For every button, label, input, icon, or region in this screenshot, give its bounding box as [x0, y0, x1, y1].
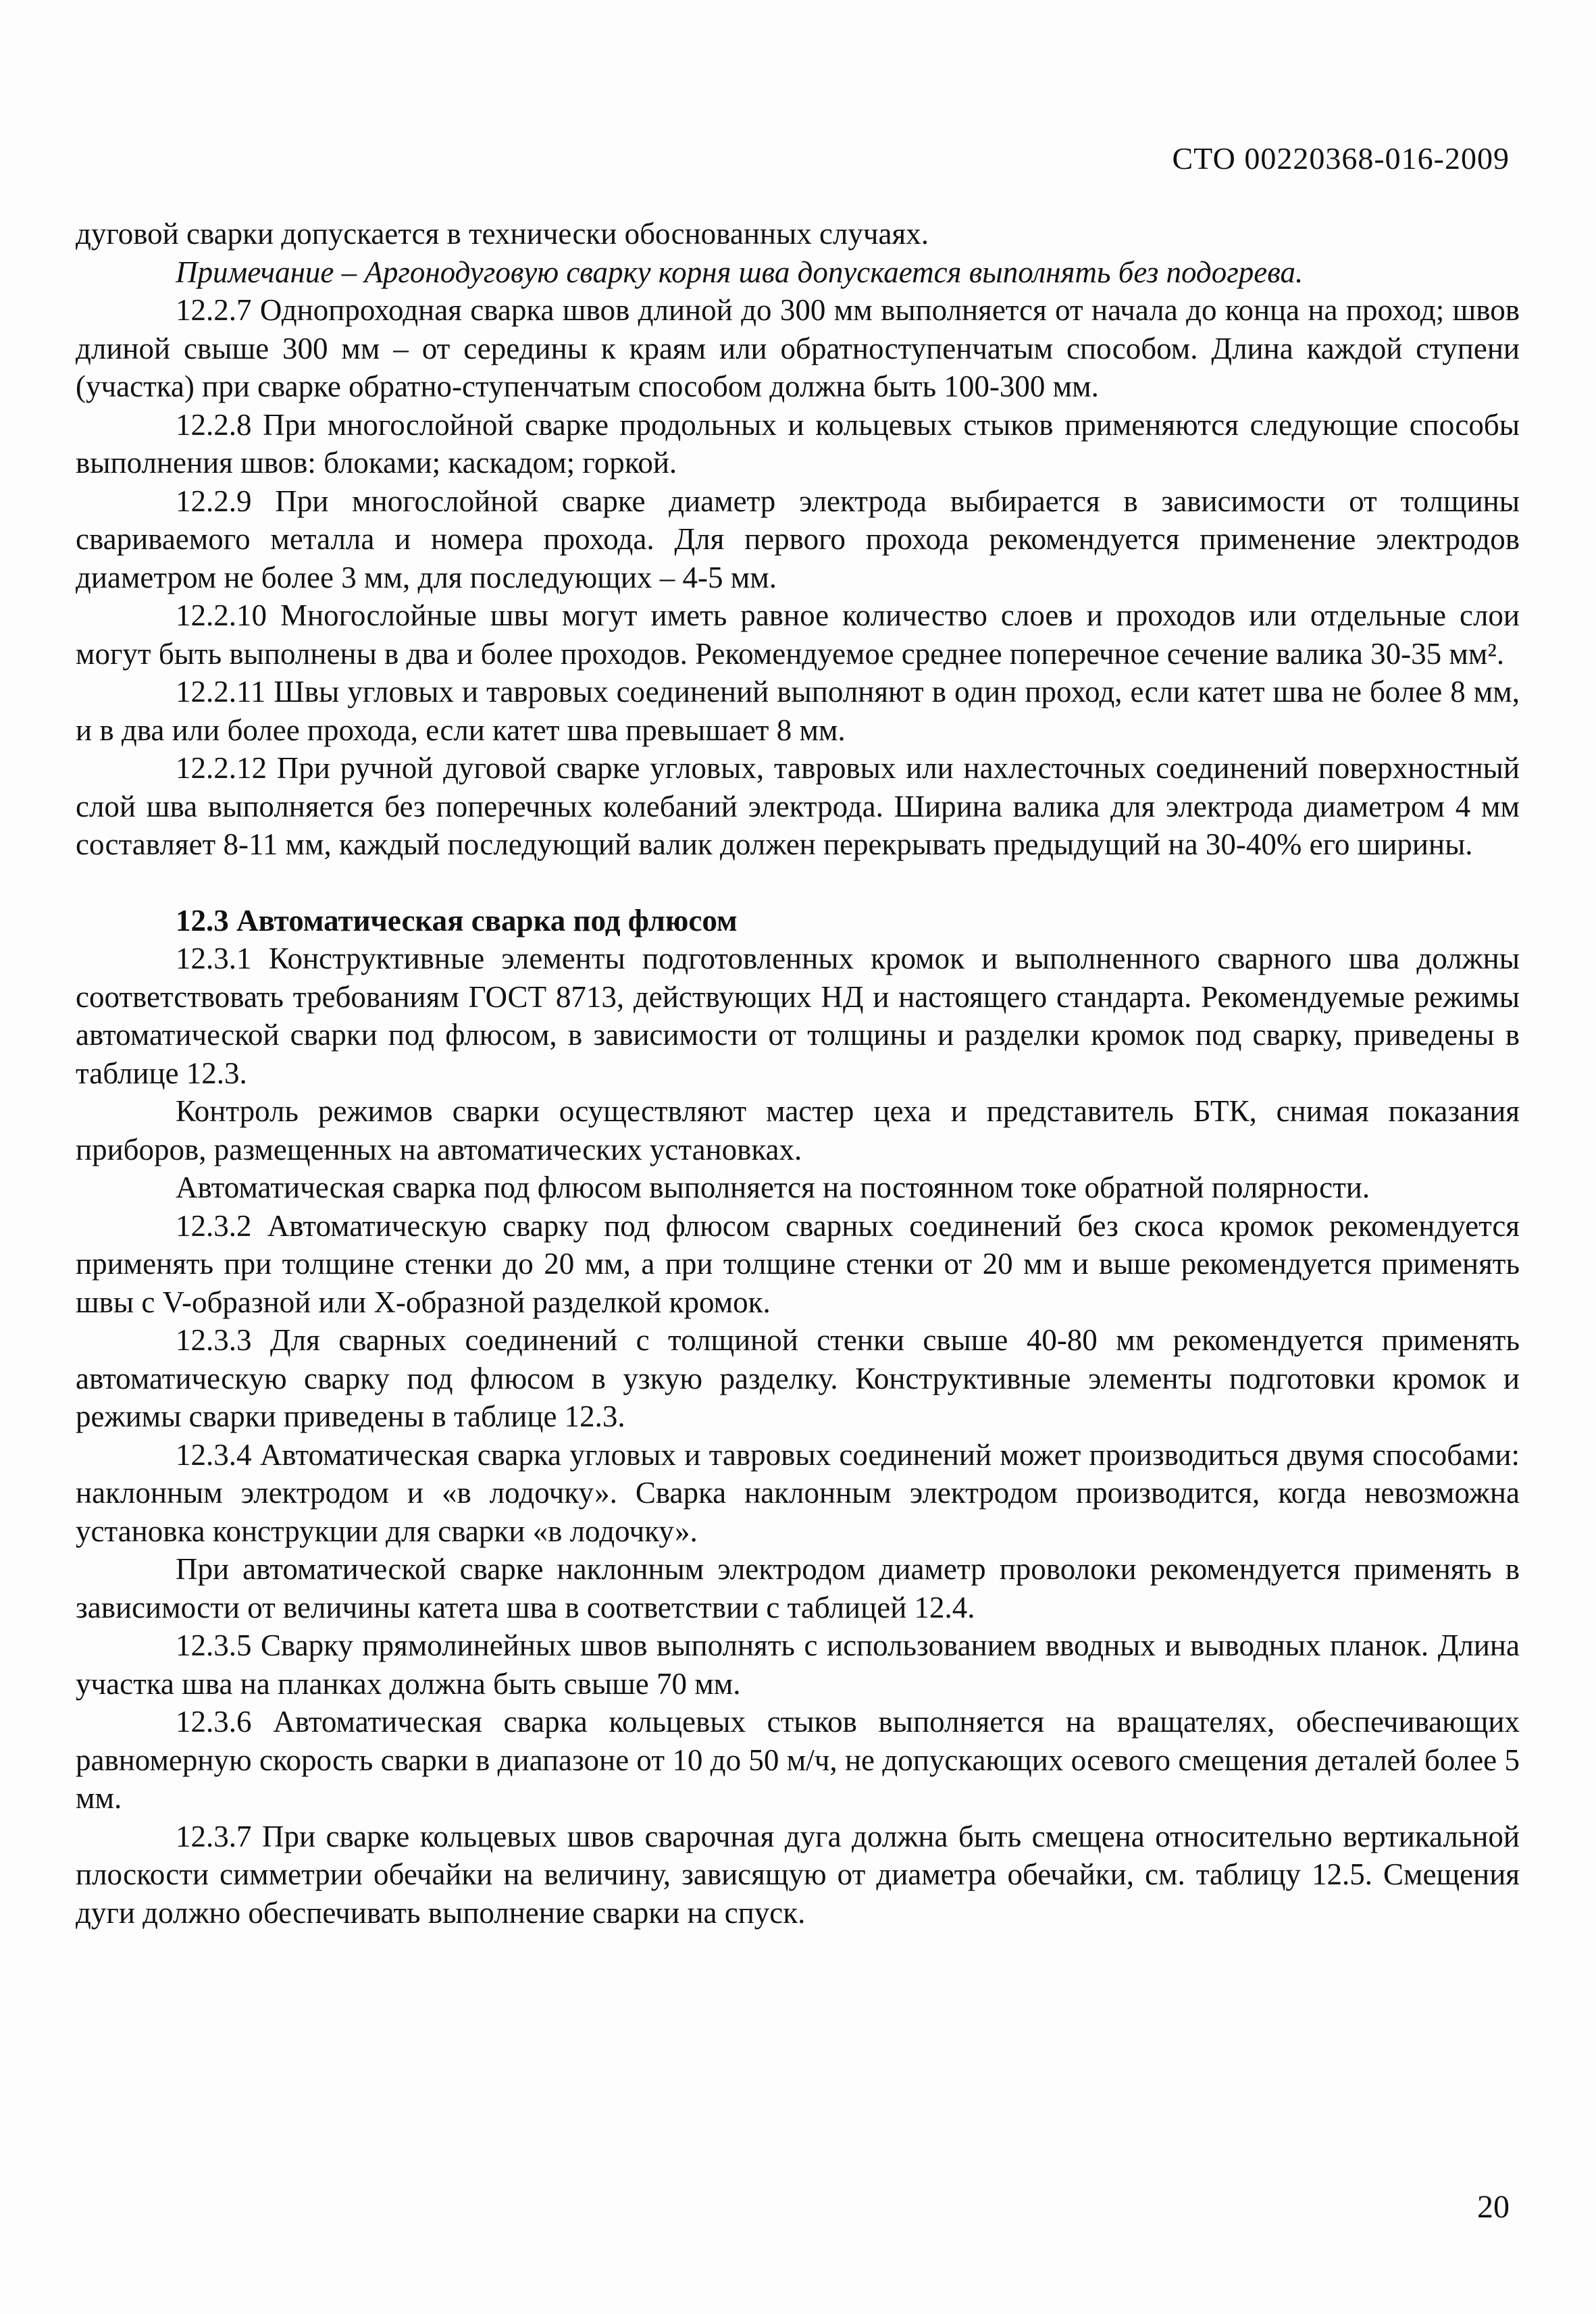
- paragraph-12-2-8: 12.2.8 При многослойной сварке продольных и кольцевых стыков применяются следующие способы выполнения швов: блоками; каскадом; горкой.: [76, 407, 1520, 480]
- paragraph-12-3-2: 12.3.2 Автоматическую сварку под флюсом сварных соединений без скоса кромок рекомендуется применять при толщине стенки до 20 мм, а при толщине стенки от 20 мм и выше рекомендуется применять швы с V-образной или X-образной разделкой кромок.: [76, 1208, 1520, 1319]
- paragraph-continuation: дуговой сварки допускается в технически обоснованных случаях.: [76, 217, 929, 251]
- paragraph-12-2-10: 12.2.10 Многослойные швы могут иметь равное количество слоев и проходов или отдельные слои могут быть выполнены в два и более проходов. Рекомендуемое среднее поперечное сечение валика 30-35 мм².: [76, 598, 1520, 671]
- paragraph-12-3-4: 12.3.4 Автоматическая сварка угловых и тавровых соединений может производиться двумя способами: наклонным электродом и «в лодочку». Сварка наклонным электродом производится, когда невозможна установка конструкции для сварки «в лодочку».: [76, 1437, 1520, 1548]
- paragraph-12-2-9: 12.2.9 При многослойной сварке диаметр электрода выбирается в зависимости от толщины свариваемого металла и номера прохода. Для первого прохода рекомендуется применение электродов диаметром не более 3 мм, для последующих – 4-5 мм.: [76, 484, 1520, 594]
- paragraph-12-3-6: 12.3.6 Автоматическая сварка кольцевых стыков выполняется на вращателях, обеспечивающих равномерную скорость сварки в диапазоне от 10 до 50 м/ч, не допускающих осевого смещения деталей более 5 мм.: [76, 1705, 1520, 1815]
- section-heading-12-3: 12.3 Автоматическая сварка под флюсом: [176, 903, 738, 937]
- paragraph-12-3-7: 12.3.7 При сварке кольцевых швов сварочная дуга должна быть смещена относительно вертикальной плоскости симметрии обечайки на величину, зависящую от диаметра обечайки, см. таблицу 12.5. Смещения дуги должно обеспечивать выполнение сварки на спуск.: [76, 1819, 1520, 1930]
- paragraph-12-2-7: 12.2.7 Однопроходная сварка швов длиной до 300 мм выполняется от начала до конца на проход; швов длиной свыше 300 мм – от середины к краям или обратноступенчатым способом. Длина каждой ступени (участка) при сварке обратно-ступенчатым способом должна быть 100-300 мм.: [76, 293, 1520, 403]
- paragraph-control: Контроль режимов сварки осуществляют мастер цеха и представитель БТК, снимая показания приборов, размещенных на автоматических установках.: [76, 1094, 1520, 1166]
- page-number: 20: [1477, 2189, 1510, 2225]
- paragraph-polarity: Автоматическая сварка под флюсом выполняется на постоянном токе обратной полярности.: [176, 1171, 1370, 1204]
- paragraph-12-3-3: 12.3.3 Для сварных соединений с толщиной стенки свыше 40-80 мм рекомендуется применять автоматическую сварку под флюсом в узкую разделку. Конструктивные элементы подготовки кромок и режимы сварки приведены в таблице 12.3.: [76, 1323, 1520, 1433]
- document-code: СТО 00220368-016-2009: [1172, 141, 1510, 176]
- paragraph-electrode-diameter: При автоматической сварке наклонным электродом диаметр проволоки рекомендуется применять в зависимости от величины катета шва в соответствии с таблицей 12.4.: [76, 1552, 1520, 1624]
- document-body: [76, 215, 1520, 1932]
- paragraph-12-2-11: 12.2.11 Швы угловых и тавровых соединений выполняют в один проход, если катет шва не более 8 мм, и в два или более прохода, если катет шва превышает 8 мм.: [76, 675, 1520, 747]
- note-paragraph: Примечание – Аргонодуговую сварку корня шва допускается выполнять без подогрева.: [176, 255, 1304, 289]
- paragraph-12-3-1: 12.3.1 Конструктивные элементы подготовленных кромок и выполненного сварного шва должны соответствовать требованиям ГОСТ 8713, действующих НД и настоящего стандарта. Рекомендуемые режимы автоматической сварки под флюсом, в зависимости от толщины и разделки кромок под сварку, приведены в таблице 12.3.: [76, 942, 1520, 1090]
- paragraph-12-3-5: 12.3.5 Сварку прямолинейных швов выполнять с использованием вводных и выводных планок. Длина участка шва на планках должна быть свыше 70 мм.: [76, 1628, 1520, 1701]
- paragraph-12-2-12: 12.2.12 При ручной дуговой сварке угловых, тавровых или нахлесточных соединений поверхностный слой шва выполняется без поперечных колебаний электрода. Ширина валика для электрода диаметром 4 мм составляет 8-11 мм, каждый последующий валик должен перекрывать предыдущий на 30-40% его ширины.: [76, 751, 1520, 861]
